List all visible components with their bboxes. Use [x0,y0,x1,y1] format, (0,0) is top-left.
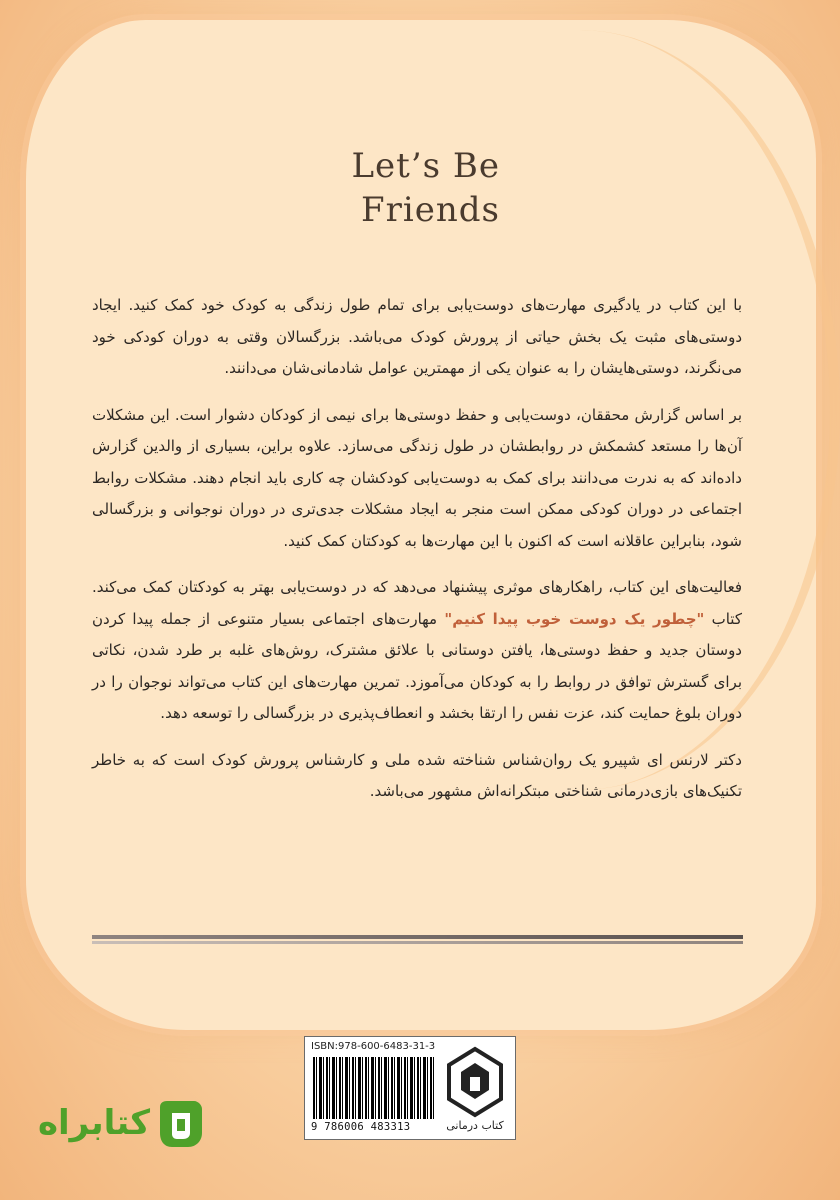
book-title-line-1: Let’s Be [351,146,500,186]
paragraph-3-end: مهارت‌های اجتماعی بسیار متنوعی از جمله پیدا کردن دوستان جدید و حفظ دوستی‌ها، یافتن دوستانی با علائق مشترک، روش‌های غلبه بر طرد شدن، نکاتی برای گسترش توافق در روابط را به کودکان می‌آموزد. تمرین مهارت‌های این کتاب می‌تواند نوجوان را در دوران بلوغ حمایت کند، عزت نفس را ارتقا بخشد و انعطاف‌پذیری در بزرگسالی را توسعه دهد. [92,609,742,722]
paragraph-3 [92,572,742,730]
publisher-logo-icon [441,1043,509,1133]
paragraph-3-start: فعالیت‌های این کتاب، راهکارهای موثری پیشنهاد می‌دهد که در دوست‌یابی بهتر به کودکتان کمک می‌کند. کتاب [92,578,742,628]
book-title-quote: "چطور یک دوست خوب پیدا کنیم" [444,609,705,628]
back-cover-text [92,290,742,823]
divider [92,935,743,945]
book-title [300,144,500,232]
paragraph-2: بر اساس گزارش محققان، دوست‌یابی و حفظ دوستی‌ها برای نیمی از کودکان دشوار است. این مشکلات آن‌ها را مستعد کشمکش در روابطشان در طول زندگی می‌سازد. علاوه براین، بسیاری از والدین گزارش داده‌اند که به ندرت می‌دانند برای کمک به دوست‌یابی کودکشان چه کاری باید انجام دهند. مشکلات روابط اجتماعی در دوران کودکی ممکن است منجر به ایجاد مشکلات جدی‌تری در دوران نوجوانی و بزرگسالی شود، بنابراین عاقلانه است که اکنون با این مهارت‌ها به کودکتان کمک کنید. [92,405,742,550]
publisher-logo-text: کتاب درمانی [446,1119,504,1132]
paragraph-4: دکتر لارنس ای شپیرو یک روان‌شناس شناخته شده ملی و کارشناس پرورش کودک است که به خاطر تکنیک‌های بازی‌درمانی شناختی مبتکرانه‌اش مشهور می‌باشد. [92,750,742,800]
barcode [313,1057,435,1119]
isbn-label: ISBN:978-600-6483-31-3 [311,1041,436,1052]
isbn-box [304,1036,516,1140]
watermark-text: کتابراه [37,1103,150,1143]
book-title-line-2: Friends [361,190,500,230]
barcode-digits: 9 786006 483313 [311,1121,439,1133]
book-app-icon [150,1093,210,1153]
paragraph-1: با این کتاب در یادگیری مهارت‌های دوست‌یابی برای تمام طول زندگی به کودک خود کمک کنید. ایجاد دوستی‌های مثبت یک بخش حیاتی از پرورش کودک می‌باشد. بزرگسالان وقتی به دوران کودکی خود می‌نگرند، دوستی‌هایشان را به عنوان یکی از مهمترین عوامل شادمانی‌شان می‌دانند. [92,296,742,377]
